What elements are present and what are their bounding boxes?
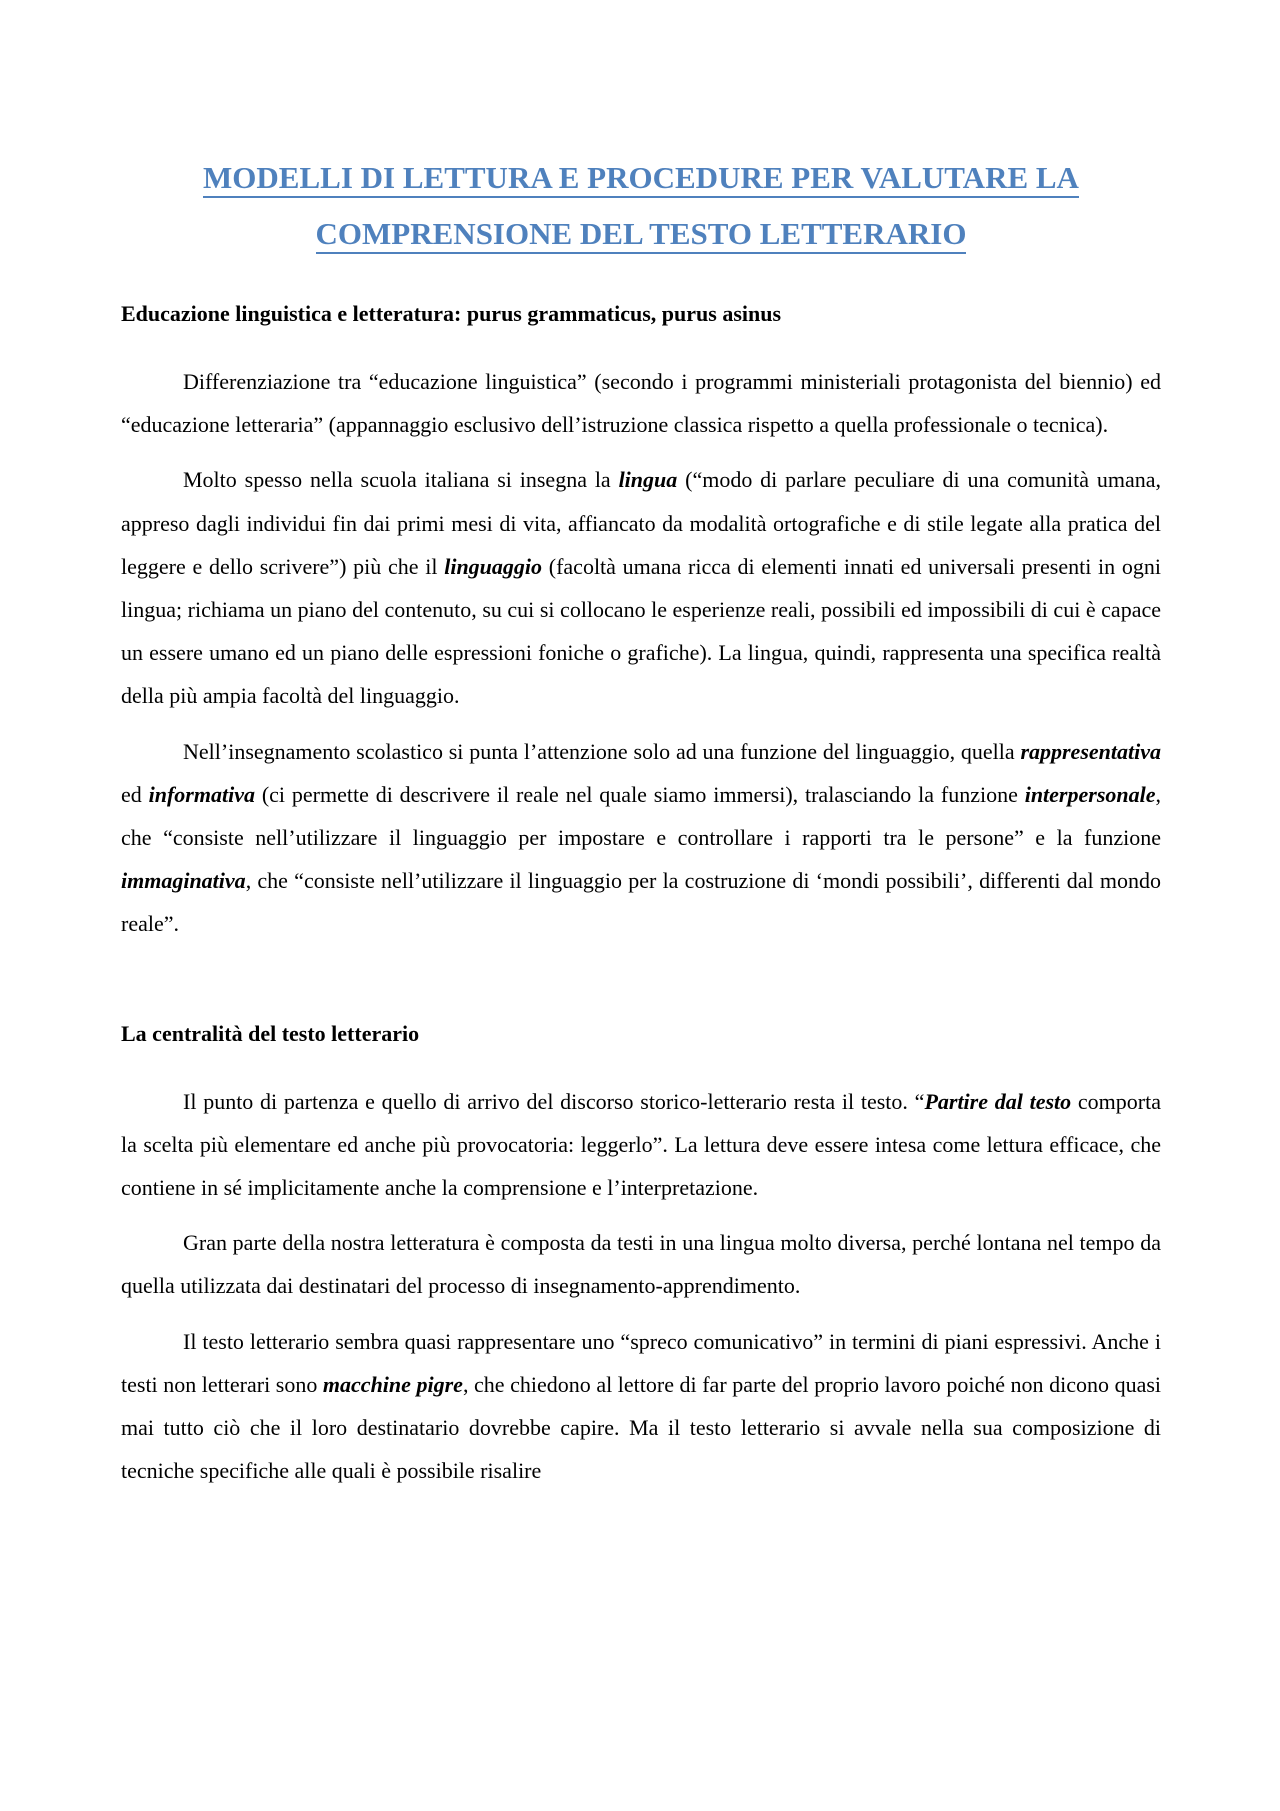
document-page: [121, 150, 1161, 1492]
paragraph-text: Gran parte della nostra letteratura è composta da testi in una lingua molto diversa, perché lontana nel tempo da quella utilizzata dai destinatari del processo di insegnamento-apprendimento.: [121, 1230, 1161, 1299]
paragraph-text: (ci permette di descrivere il reale nel quale siamo immersi), tralasciando la funzione: [254, 781, 1025, 807]
paragraph-text: (“modo di parlare peculiare di una comunità umana, appreso dagli individui fin dai primi mesi di vita, affiancato da modalità ortografiche e di stile legate alla pratica del leggere e dello scrivere”) più che il: [121, 467, 1161, 579]
paragraph-text: Molto spesso nella scuola italiana si insegna la: [183, 467, 619, 493]
paragraph-text: comporta la scelta più elementare ed anche più provocatoria: leggerlo”. La lettura deve essere intesa come lettura efficace, che contiene in sé implicitamente anche la comprensione e l’interpretazione.: [121, 1088, 1161, 1201]
paragraph-text: , che chiedono al lettore di far parte del proprio lavoro poiché non dicono quasi mai tutto ciò che il loro destinatario dovrebbe capire. Ma il testo letterario si avvale nella sua composizione di tecniche specifiche alle quali è possibile risalire: [121, 1371, 1162, 1484]
term-informativa: informativa: [148, 781, 255, 807]
paragraph-text: (facoltà umana ricca di elementi innati ed universali presenti in ogni lingua; richiama un piano del contenuto, su cui si collocano le esperienze reali, possibili ed impossibili di cui è capace un essere umano ed un piano delle espressioni foniche o grafiche). La lingua, quindi, rappresenta una specifica realtà della più ampia facoltà del linguaggio.: [121, 553, 1161, 709]
term-rappresentativa: rappresentativa: [1020, 738, 1161, 764]
paragraph-text: , che “consiste nell’utilizzare il linguaggio per impostare e controllare i rapporti tra le persone” e la funzione: [121, 781, 1161, 851]
paragraph-text: Nell’insegnamento scolastico si punta l’attenzione solo ad una funzione del linguaggio, quella: [183, 738, 1021, 764]
paragraph-text: ed: [121, 781, 149, 807]
paragraph-lingua-linguaggio: [121, 458, 1161, 717]
term-immaginativa: immaginativa: [121, 868, 246, 894]
paragraph-text: Differenziazione tra “educazione linguistica” (secondo i programmi ministeriali protagonista del biennio) ed “educazione letteraria” (appannaggio esclusivo dell’istruzione classica rispetto a quella professionale o tecnica).: [121, 369, 1161, 438]
paragraph-lingua-diversa: [121, 1221, 1161, 1307]
paragraph-text: Il punto di partenza e quello di arrivo del discorso storico-letterario resta il testo. “: [183, 1088, 925, 1114]
term-partire-dal-testo: Partire dal testo: [924, 1088, 1072, 1114]
section-heading-educazione: Educazione linguistica e letteratura: purus grammaticus, purus asinus: [121, 301, 782, 326]
paragraph-funzioni-linguaggio: [121, 730, 1161, 946]
term-macchine-pigre: macchine pigre: [322, 1371, 463, 1397]
document-title: [121, 150, 1161, 262]
term-linguaggio: linguaggio: [444, 553, 543, 579]
term-interpersonale: interpersonale: [1024, 781, 1156, 807]
term-lingua: lingua: [618, 467, 678, 493]
paragraph-differenziazione: [121, 360, 1161, 446]
paragraph-spreco-comunicativo: [121, 1320, 1161, 1493]
section-heading-centralita: La centralità del testo letterario: [121, 1020, 420, 1046]
paragraph-partire-dal-testo: [121, 1080, 1161, 1210]
paragraph-text: , che “consiste nell’utilizzare il linguaggio per la costruzione di ‘mondi possibili’, differenti dal mondo reale”.: [121, 868, 1161, 937]
title-line-1: MODELLI DI LETTURA E PROCEDURE PER VALUTARE LA: [203, 160, 1079, 198]
title-line-2: COMPRENSIONE DEL TESTO LETTERARIO: [316, 216, 967, 254]
paragraph-text: Il testo letterario sembra quasi rappresentare uno “spreco comunicativo” in termini di piani espressivi. Anche i testi non letterari sono: [121, 1328, 1161, 1397]
